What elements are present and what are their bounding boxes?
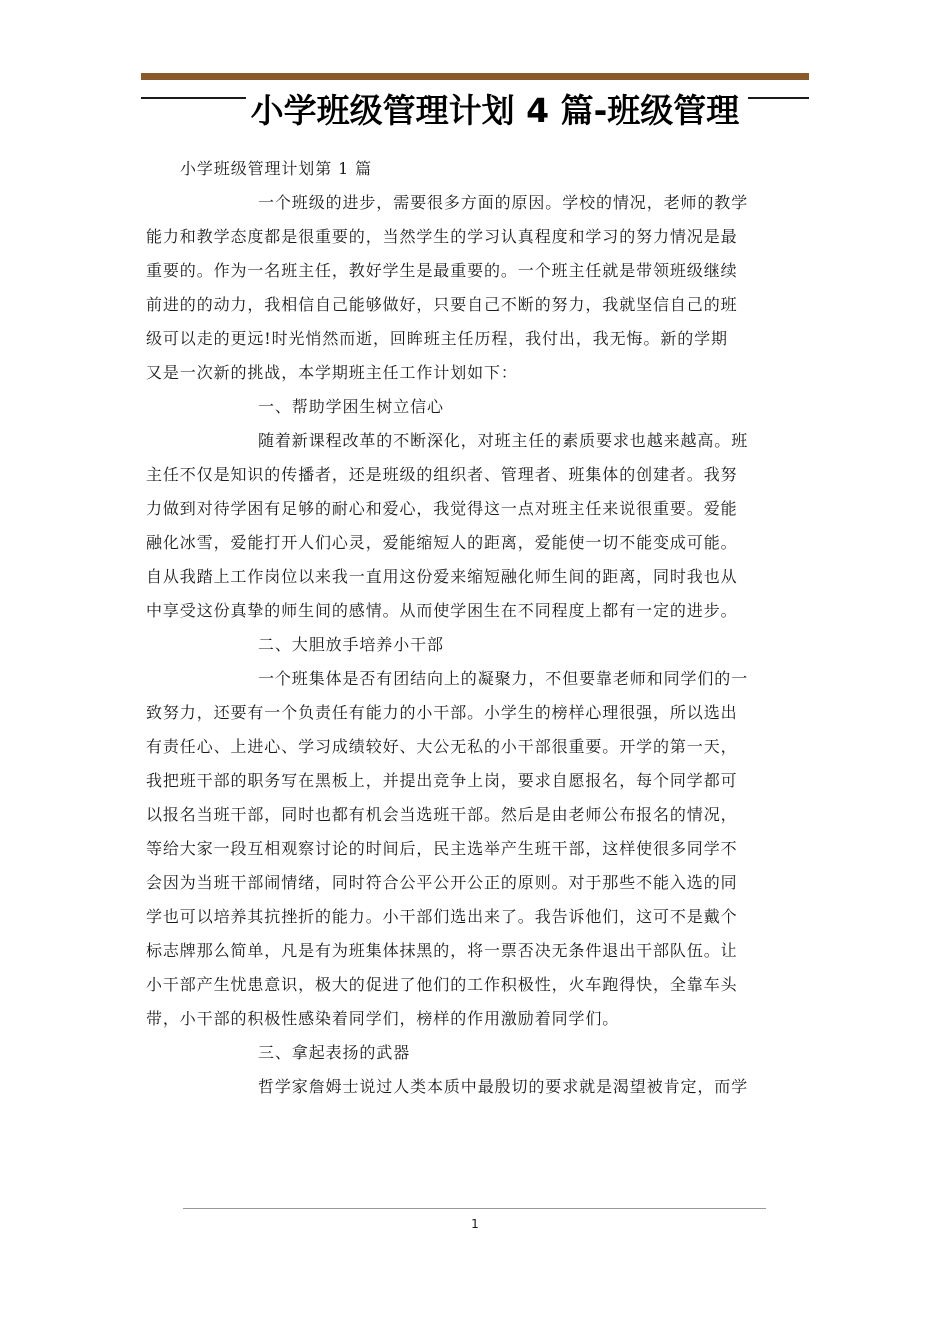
body-text-line: 带，小干部的积极性感染着同学们，榜样的作用激励着同学们。 (146, 1009, 620, 1028)
body-text-line: 标志牌那么简单，凡是有为班集体抹黑的，将一票否决无条件退出干部队伍。让 (146, 941, 738, 960)
body-text-line: 以报名当班干部，同时也都有机会当选班干部。然后是由老师公布报名的情况， (146, 805, 738, 824)
body-text-line: 主任不仅是知识的传播者，还是班级的组织者、管理者、班集体的创建者。我努 (146, 465, 738, 484)
body-text-line: 一、帮助学困生树立信心 (258, 397, 444, 416)
body-text-line: 致努力，还要有一个负责任有能力的小干部。小学生的榜样心理很强，所以选出 (146, 703, 738, 722)
body-text-line: 能力和教学态度都是很重要的，当然学生的学习认真程度和学习的努力情况是最 (146, 227, 738, 246)
body-text-line: 前进的的动力，我相信自己能够做好，只要自己不断的努力，我就坚信自己的班 (146, 295, 738, 314)
body-text-line: 融化冰雪，爱能打开人们心灵，爱能缩短人的距离，爱能使一切不能变成可能。 (146, 533, 738, 552)
footer-rule (183, 1208, 766, 1209)
body-text-line: 一个班集体是否有团结向上的凝聚力，不但要靠老师和同学们的一 (258, 669, 749, 688)
body-text-line: 随着新课程改革的不断深化，对班主任的素质要求也越来越高。班 (258, 431, 749, 450)
body-text-line: 重要的。作为一名班主任，教好学生是最重要的。一个班主任就是带领班级继续 (146, 261, 738, 280)
document-body (146, 152, 809, 1104)
body-text-line: 又是一次新的挑战，本学期班主任工作计划如下： (146, 363, 518, 382)
page-number: 1 (471, 1217, 479, 1231)
body-text-line: 学也可以培养其抗挫折的能力。小干部们选出来了。我告诉他们，这可不是戴个 (146, 907, 738, 926)
body-text-line: 自从我踏上工作岗位以来我一直用这份爱来缩短融化师生间的距离，同时我也从 (146, 567, 738, 586)
body-text-line: 等给大家一段互相观察讨论的时间后，民主选举产生班干部，这样使很多同学不 (146, 839, 738, 858)
body-text-line: 小学班级管理计划第 1 篇 (180, 159, 373, 178)
body-text-line: 中享受这份真挚的师生间的感情。从而使学困生在不同程度上都有一定的进步。 (146, 601, 738, 620)
body-text-line: 力做到对待学困有足够的耐心和爱心，我觉得这一点对班主任来说很重要。爱能 (146, 499, 738, 518)
header-decorative-bar (141, 73, 809, 80)
body-text-line: 三、拿起表扬的武器 (258, 1043, 411, 1062)
body-text-line: 小干部产生忧患意识，极大的促进了他们的工作积极性，火车跑得快，全靠车头 (146, 975, 738, 994)
body-text-line: 有责任心、上进心、学习成绩较好、大公无私的小干部很重要。开学的第一天， (146, 737, 738, 756)
body-text-line: 哲学家詹姆士说过人类本质中最殷切的要求就是渴望被肯定，而学 (258, 1077, 749, 1096)
body-text-line: 级可以走的更远!时光悄然而逝，回眸班主任历程，我付出，我无悔。新的学期 (146, 329, 728, 348)
body-text-line: 会因为当班干部闹情绪，同时符合公平公开公正的原则。对于那些不能入选的同 (146, 873, 738, 892)
document-title: 小学班级管理计划 4 篇-班级管理 (250, 91, 740, 130)
body-text-line: 我把班干部的职务写在黑板上，并提出竞争上岗，要求自愿报名，每个同学都可 (146, 771, 738, 790)
body-text-line: 二、大胆放手培养小干部 (258, 635, 444, 654)
body-text-line: 一个班级的进步，需要很多方面的原因。学校的情况，老师的教学 (258, 193, 749, 212)
